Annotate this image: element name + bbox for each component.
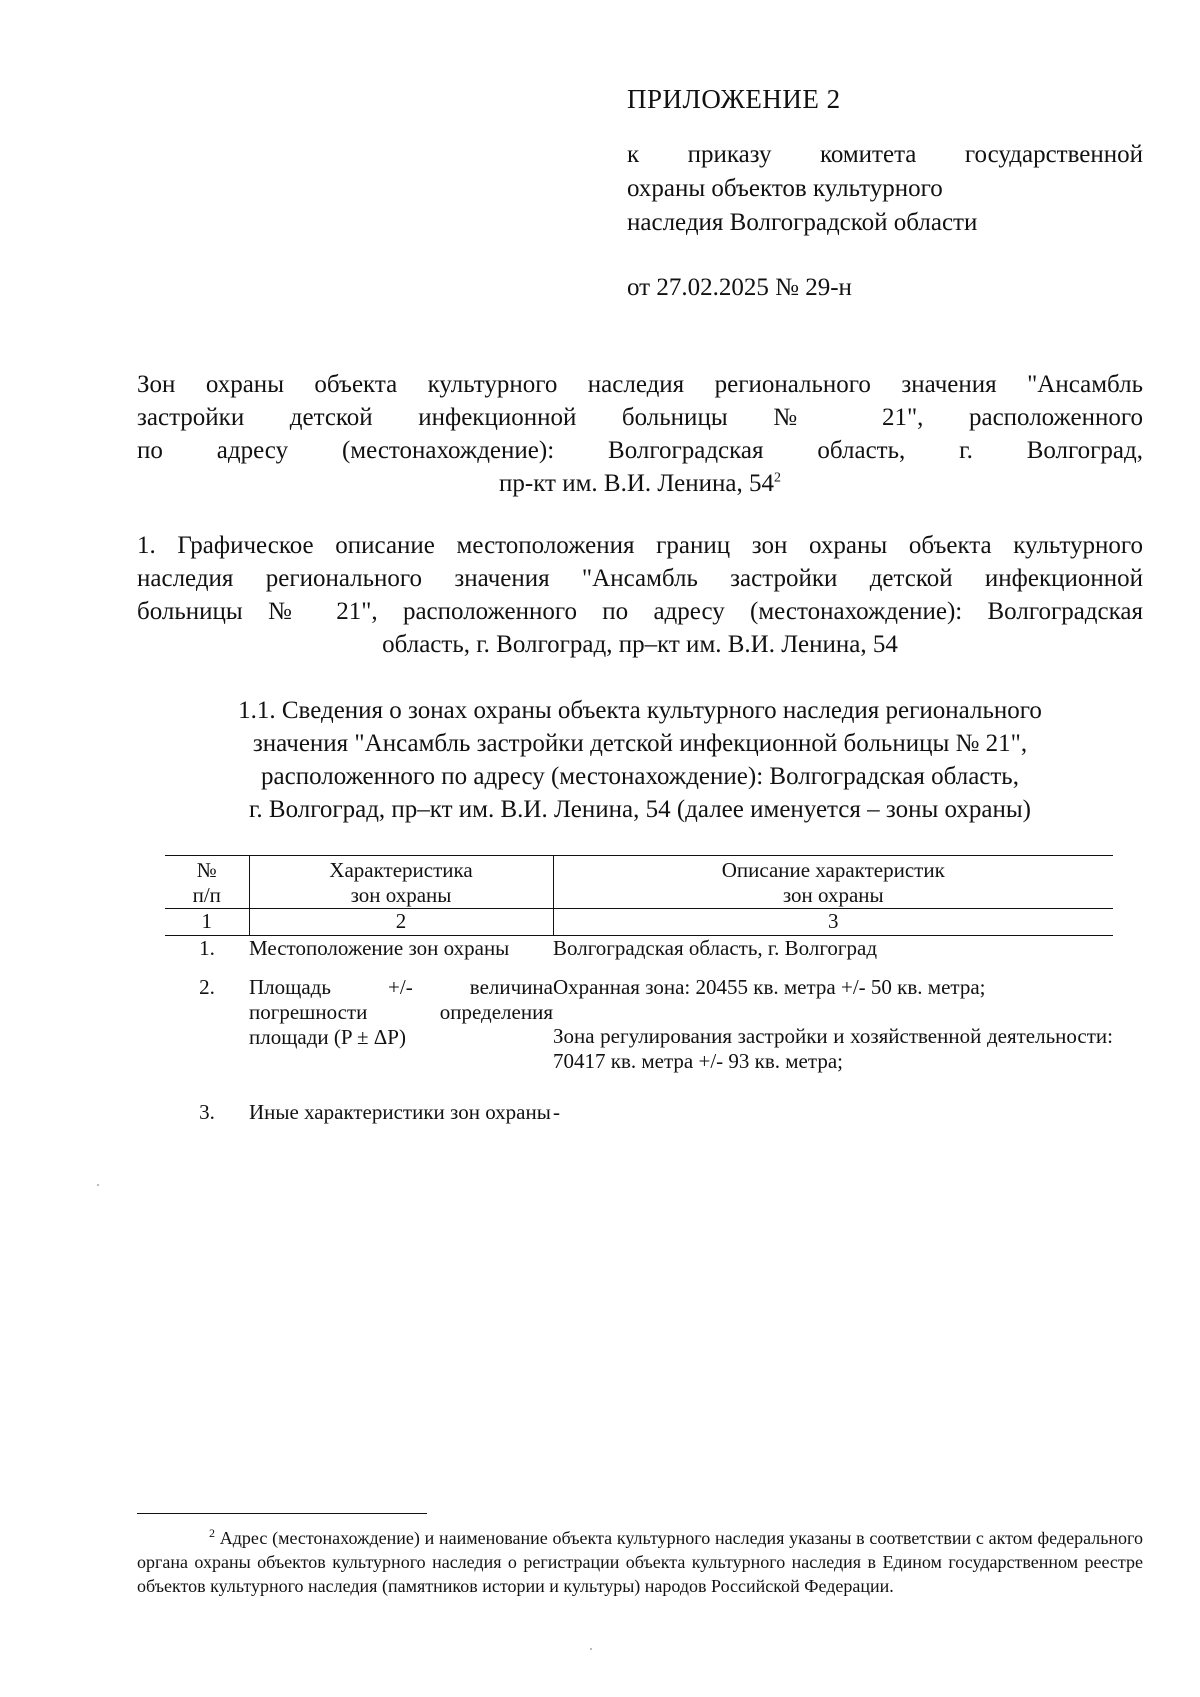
title-line-text: пр-кт им. В.И. Ленина, 54: [499, 470, 774, 497]
header-number: [165, 856, 249, 909]
footnote-separator: [137, 1513, 427, 1514]
order-date: от 27.02.2025 № 29-н: [627, 274, 852, 301]
order-reference: [627, 138, 1143, 240]
table-row: [165, 1100, 1113, 1125]
appendix-title: ПРИЛОЖЕНИЕ 2: [627, 84, 841, 114]
section-1-line: 1. Графическое описание местоположения границ зон охраны объекта культурного: [137, 532, 1143, 559]
title-line: по адресу (местонахождение): Волгоградская область, г. Волгоград,: [137, 437, 1143, 464]
header-characteristic-line: Характеристика: [329, 858, 473, 882]
row-number: 3.: [199, 1100, 215, 1124]
section-1-1-line: расположенного по адресу (местонахождение): Волгоградская область,: [261, 763, 1019, 790]
section-1-line: наследия регионального значения "Ансамбль застройки детской инфекционной: [137, 565, 1143, 592]
title-line-last: [137, 467, 1143, 500]
row-description: Волгоградская область, г. Волгоград: [553, 936, 878, 960]
footnote-mark: 2: [209, 1526, 215, 1540]
row-number: 1.: [199, 936, 215, 960]
column-number: 1: [165, 909, 249, 936]
table-column-numbers-row: [165, 909, 1113, 936]
section-1-1-heading: [137, 694, 1143, 826]
document-title: [137, 368, 1143, 500]
row-description-paragraph: Охранная зона: 20455 кв. метра +/- 50 кв. метра;: [553, 975, 986, 999]
footnote-reference: 2: [774, 470, 781, 486]
scan-speck: [97, 1184, 99, 1186]
section-1-1-line: 1.1. Сведения о зонах охраны объекта культурного наследия регионального: [238, 697, 1042, 724]
row-description: -: [553, 1100, 560, 1124]
order-reference-line: наследия Волгоградской области: [627, 209, 978, 236]
header-characteristic: [249, 856, 553, 909]
table-row: [165, 936, 1113, 976]
header-number-line: п/п: [192, 883, 221, 907]
row-characteristic: Иные характеристики зон охраны: [249, 1100, 551, 1124]
scan-speck: [590, 1648, 592, 1650]
section-1-1-line: значения "Ансамбль застройки детской инфекционной больницы № 21",: [252, 730, 1028, 757]
row-characteristic: Площадь +/- величина погрешности определения площади (P ± ΔP): [249, 975, 553, 1049]
table-header-row: [165, 856, 1113, 909]
header-number-line: №: [196, 858, 217, 882]
row-characteristic: Местоположение зон охраны: [249, 936, 510, 960]
title-line: застройки детской инфекционной больницы № 21", расположенного: [137, 404, 1143, 431]
footnote-text: Адрес (местонахождение) и наименование объекта культурного наследия указаны в соответствии с актом федерального органа охраны объектов культурного наследия о регистрации объекта культурного наследия в Едином государственном реестре объектов культурного наследия (памятников истории и культуры) народов Российской Федерации.: [137, 1528, 1143, 1596]
section-1-heading: [137, 529, 1143, 661]
section-1-line: область, г. Волгоград, пр–кт им. В.И. Ленина, 54: [382, 631, 898, 658]
footnote-text-block: [137, 1526, 1143, 1598]
header-description-line: зон охраны: [782, 883, 884, 907]
order-reference-line: к приказу комитета государственной: [627, 141, 1143, 168]
header-characteristic-line: зон охраны: [350, 883, 452, 907]
footnote: [137, 1526, 1143, 1598]
protection-zones-table: [165, 855, 1113, 1125]
title-line: Зон охраны объекта культурного наследия регионального значения "Ансамбль: [137, 371, 1143, 398]
table-row: [165, 975, 1113, 1100]
section-1-1-line: г. Волгоград, пр–кт им. В.И. Ленина, 54 (далее именуется – зоны охраны): [248, 796, 1032, 823]
order-reference-line: охраны объектов культурного: [627, 175, 943, 202]
column-number: 2: [249, 909, 553, 936]
section-1-line: больницы № 21", расположенного по адресу (местонахождение): Волгоградская: [137, 598, 1143, 625]
row-description-paragraph: Зона регулирования застройки и хозяйственной деятельности: 70417 кв. метра +/- 93 кв. метра;: [553, 1024, 1113, 1073]
row-number: 2.: [199, 975, 215, 999]
row-description: [553, 975, 1113, 1100]
header-description: [553, 856, 1113, 909]
header-description-line: Описание характеристик: [721, 858, 945, 882]
column-number: 3: [553, 909, 1113, 936]
